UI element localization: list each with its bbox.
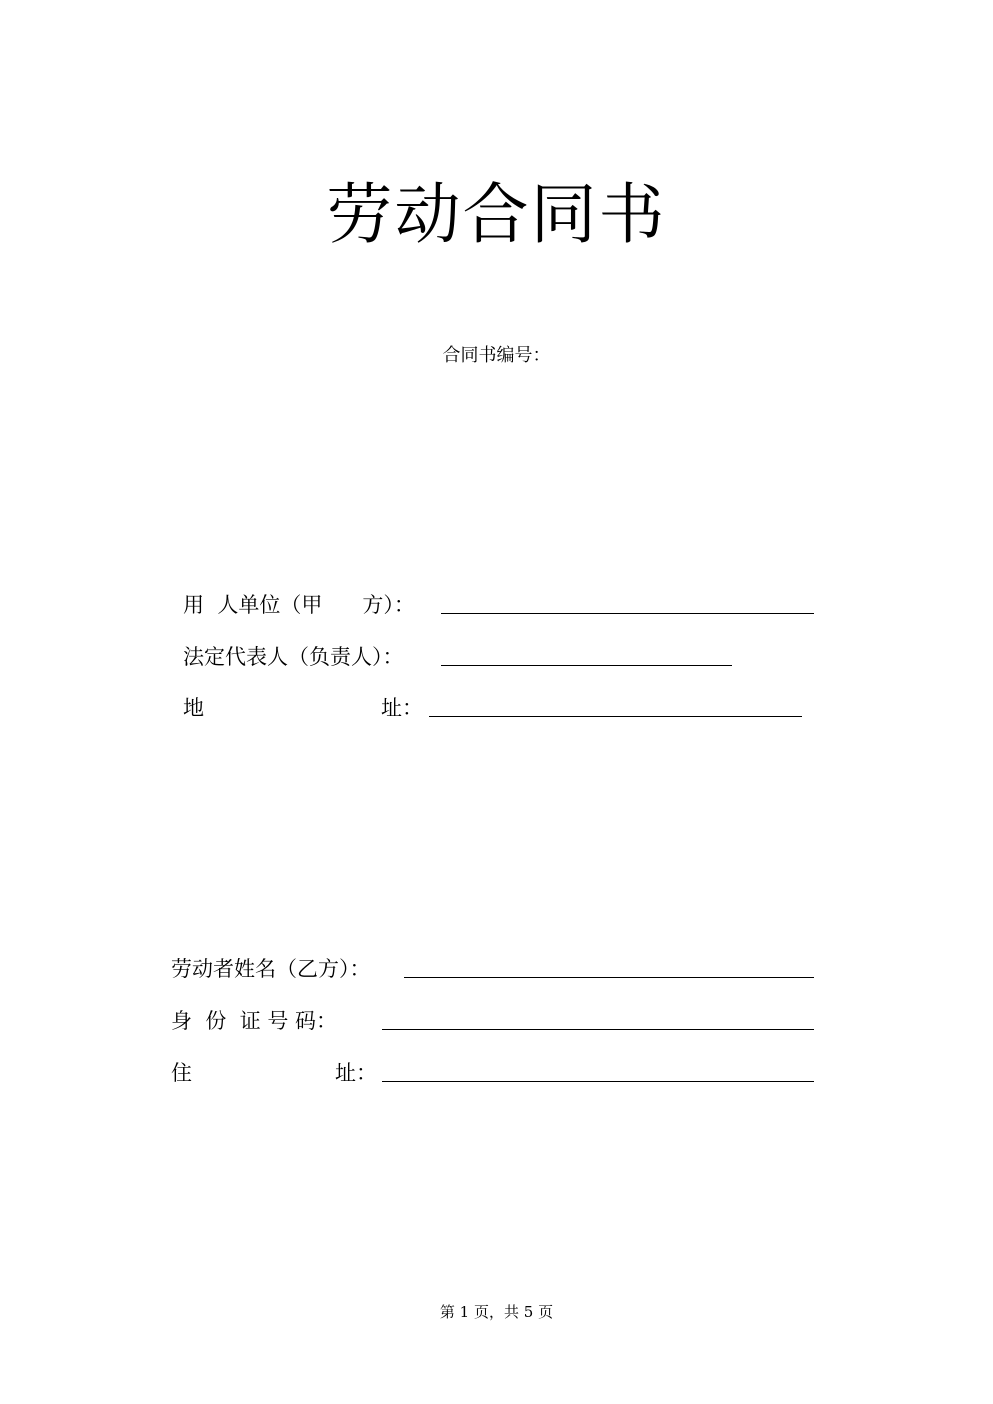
id-number-row [0, 1004, 993, 1038]
employer-unit-row [0, 588, 993, 622]
employee-address-label-a: 住 [171, 1061, 192, 1085]
employer-address-field[interactable] [429, 716, 802, 717]
employer-address-row [0, 691, 993, 725]
id-number-field[interactable] [382, 1029, 814, 1030]
employee-name-row [0, 952, 993, 986]
legal-rep-row [0, 640, 993, 674]
id-number-label: 身 份 证 号 码： [171, 1009, 338, 1033]
contract-number-label: 合同书编号： [442, 345, 551, 366]
employer-unit-label: 用 人单位（甲 方）： [183, 593, 415, 617]
employee-name-label: 劳动者姓名（乙方）： [171, 957, 371, 981]
employee-name-field[interactable] [404, 977, 814, 978]
employee-address-row [0, 1056, 993, 1090]
legal-rep-field[interactable] [441, 665, 732, 666]
legal-rep-label: 法定代表人（负责人）： [183, 645, 404, 669]
page-title: 劳动合同书 [326, 176, 667, 253]
page-footer: 第 1 页，共 5 页 [439, 1303, 554, 1321]
employee-address-field[interactable] [382, 1081, 814, 1082]
employer-address-label-b: 址： [381, 696, 423, 720]
employer-address-label-a: 地 [183, 696, 204, 720]
employee-address-label-b: 址： [335, 1061, 377, 1085]
employer-unit-field[interactable] [441, 613, 814, 614]
